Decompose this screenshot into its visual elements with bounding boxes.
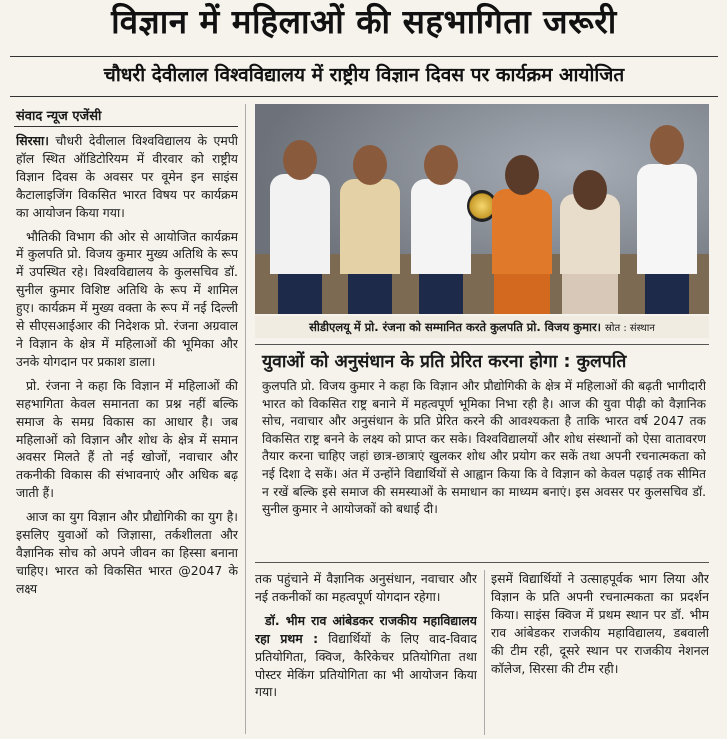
byline: संवाद न्यूज एजेंसी bbox=[16, 109, 102, 124]
box-body bbox=[262, 378, 706, 558]
person-3-vice-chancellor bbox=[405, 139, 477, 314]
person-4-guest bbox=[487, 149, 557, 314]
col2-paragraph-2-text: विद्यार्थियों के लिए वाद-विवाद प्रतियोगिता, क्विज, कैरिकेचर प्रतियोगिता तथा पोस्टर मेकिंग प्रतियोगिता का भी आयोजन किया गया। bbox=[255, 630, 477, 700]
article-column-3 bbox=[491, 570, 709, 735]
subheadline-rule bbox=[10, 96, 718, 97]
paragraph-3: प्रो. रंजना ने कहा कि विज्ञान में महिलाओं की सहभागिता केवल समानता का प्रश्न नहीं बल्कि समाज के समग्र विकास का आधार है। जब महिलाओं को विज्ञान और शोध के क्षेत्र में समान अवसर मिलते हैं तो नई खोजों, नवाचार और तकनीकी विकास की संभावनाएं और अधिक बढ़ जाती हैं। bbox=[16, 377, 238, 501]
paragraph-2: भौतिकी विभाग की ओर से आयोजित कार्यक्रम में कुलपति प्रो. विजय कुमार मुख्य अतिथि के रूप में उपस्थित रहे। विश्वविद्यालय के कुलसचिव डॉ. सुनील कुमार विशिष्ट अतिथि के रूप में शामिल हुए। कार्यक्रम में मुख्य वक्ता के रूप में नई दिल्ली से सीएसआईआर की निदेशक प्रो. रंजना अग्रवाल ने विज्ञान के क्षेत्र में महिलाओं की भूमिका और उनके योगदान पर प्रकाश डाला। bbox=[16, 228, 238, 369]
box-paragraph: कुलपति प्रो. विजय कुमार ने कहा कि विज्ञान और प्रौद्योगिकी के क्षेत्र में महिलाओं की बढ़ती भागीदारी भारत को विकसित राष्ट्र बनाने में महत्वपूर्ण भूमिका निभा रही है। आज की युवा पीढ़ी को वैज्ञानिक सोच, नवाचार और अनुसंधान के प्रति प्रेरित करने की आवश्यकता है ताकि भारत वर्ष 2047 तक विकसित राष्ट्र बनने के लक्ष्य को प्राप्त कर सके। विश्वविद्यालयों और शोध संस्थानों को ऐसा वातावरण तैयार करना चाहिए जहां छात्र-छात्राएं खुलकर शोध और प्रयोग कर सकें तथा अपनी रचनात्मकता को नई दिशा दे सकें। अंत में उन्होंने विद्यार्थियों से आह्वान किया कि वे विज्ञान को केवल पढ़ाई तक सीमित न रखें बल्कि इसे समाज की समस्याओं के समाधान का माध्यम बनाएं। इस अवसर पर कुलसचिव डॉ. सुनील कुमार ने आयोजकों को बधाई दी। bbox=[262, 379, 706, 517]
article-column-2 bbox=[255, 570, 477, 735]
paragraph-4: आज का युग विज्ञान और प्रौद्योगिकी का युग है। इसलिए युवाओं को जिज्ञासा, तर्कशीलता और वैज्ञानिक सोच को अपने जीवन का हिस्सा बनाना चाहिए। भारत को विकसित भारत @2047 के लक्ष्य bbox=[16, 509, 238, 596]
headline: विज्ञान में महिलाओं की सहभागिता जरूरी bbox=[111, 2, 617, 41]
person-1 bbox=[265, 134, 335, 314]
box-heading: युवाओं को अनुसंधान के प्रति प्रेरित करना होगा : कुलपति bbox=[262, 352, 627, 372]
column-divider-2 bbox=[484, 570, 485, 735]
col2-subhead: डॉ. भीम राव आंबेडकर राजकीय महाविद्यालय रहा प्रथम : bbox=[255, 612, 477, 646]
byline-rule bbox=[14, 126, 238, 127]
col2-paragraph-2 bbox=[255, 612, 477, 702]
caption-text: सीडीएलयू में प्रो. रंजना को सम्मानित करते कुलपति प्रो. विजय कुमार। bbox=[309, 320, 602, 334]
person-5 bbox=[555, 164, 625, 314]
col2-paragraph-1: तक पहुंचाने में वैज्ञानिक अनुसंधान, नवाचार और नई तकनीकों का महत्वपूर्ण योगदान रहेगा। bbox=[255, 571, 477, 604]
person-2 bbox=[335, 139, 405, 314]
person-6 bbox=[629, 119, 705, 314]
paragraph-1-text: चौधरी देवीलाल विश्वविद्यालय के एमपी हॉल स्थित ऑडिटोरियम में वीरवार को राष्ट्रीय विज्ञान दिवस के अवसर पर वूमेन इन साइंस कैटालाइजिंग विकसित भारत विषय पर कार्यक्रम का आयोजन किया गया। bbox=[16, 133, 238, 220]
headline-rule bbox=[10, 56, 718, 57]
subheadline: चौधरी देवीलाल विश्वविद्यालय में राष्ट्रीय विज्ञान दिवस पर कार्यक्रम आयोजित bbox=[103, 64, 625, 86]
photo-caption bbox=[255, 316, 709, 338]
caption-source: स्रोत : संस्थान bbox=[605, 323, 655, 334]
box-top-rule bbox=[255, 344, 709, 345]
box-bottom-rule bbox=[255, 562, 709, 563]
dateline: सिरसा। bbox=[16, 133, 49, 148]
column-divider bbox=[245, 104, 246, 734]
news-photo bbox=[255, 104, 709, 314]
col3-paragraph-1: इसमें विद्यार्थियों ने उत्साहपूर्वक भाग लिया और विज्ञान के प्रति अपनी रचनात्मकता का प्रदर्शन किया। साइंस क्विज में प्रथम स्थान पर डॉ. भीम राव आंबेडकर राजकीय महाविद्यालय, डबवाली की टीम रही, दूसरे स्थान पर राजकीय नेशनल कॉलेज, सिरसा की टीम रही। bbox=[491, 571, 709, 676]
article-column-1 bbox=[16, 132, 238, 737]
paragraph-1 bbox=[16, 132, 238, 222]
